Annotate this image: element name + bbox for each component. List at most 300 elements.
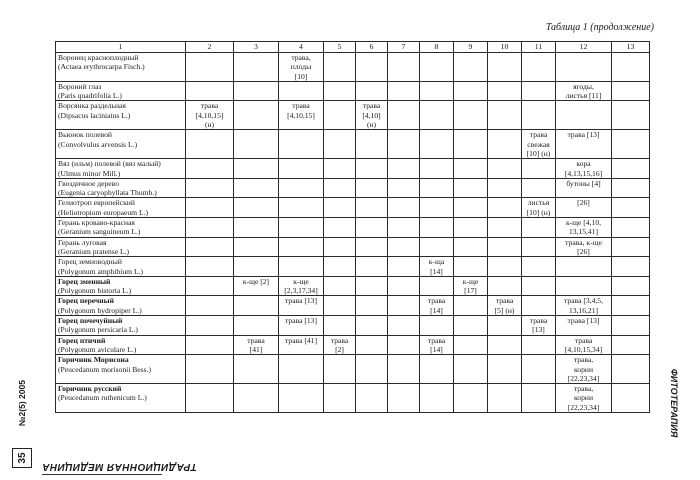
table-cell [522, 218, 556, 238]
cell-text: трава, к-ще [26] [565, 237, 602, 256]
table-row [56, 237, 650, 257]
table-cell [556, 130, 612, 159]
table-cell [356, 257, 388, 277]
table-cell [522, 130, 556, 159]
table-cell [454, 218, 488, 238]
table-cell [612, 335, 650, 355]
column-header: 5 [324, 42, 356, 53]
table-cell [388, 53, 420, 82]
table-cell [612, 296, 650, 316]
cell-text: трава [13] [567, 316, 600, 326]
table-cell [234, 101, 279, 130]
table-cell [234, 53, 279, 82]
cell-text: кора [4,13,15,16] [564, 159, 603, 178]
table-cell [454, 296, 488, 316]
table-cell [234, 178, 279, 198]
table-cell [556, 384, 612, 413]
table-cell [454, 178, 488, 198]
plant-name-latin: (Paris quadrifolia L.) [58, 91, 122, 101]
table-cell [488, 276, 522, 296]
table-cell [388, 355, 420, 384]
table-cell [324, 237, 356, 257]
table-cell [234, 296, 279, 316]
table-cell [612, 178, 650, 198]
plant-name-cell [56, 316, 186, 336]
plant-name-latin: (Polygonum hydropiper L.) [58, 305, 142, 315]
table-cell [279, 316, 324, 336]
table-cell [420, 355, 454, 384]
table-cell [420, 101, 454, 130]
table-cell [522, 316, 556, 336]
plant-name-latin: (Peucedanum morisonii Bess.) [58, 364, 152, 374]
table-cell [324, 159, 356, 179]
table-cell [186, 198, 234, 218]
table-cell [522, 335, 556, 355]
table-cell [234, 130, 279, 159]
table-cell [420, 335, 454, 355]
table-cell [356, 218, 388, 238]
cell-text: трава [13] [285, 296, 317, 306]
table-cell [388, 335, 420, 355]
table-cell [234, 316, 279, 336]
table-cell [454, 384, 488, 413]
plant-name-cell [56, 178, 186, 198]
cell-text: бутоны [4] [566, 178, 601, 188]
table-cell [612, 159, 650, 179]
table-cell [488, 296, 522, 316]
page-number: 35 [12, 448, 32, 468]
table-cell [388, 81, 420, 101]
journal-name: ТРАДИЦИОННАЯ МЕДИЦИНА [42, 461, 197, 472]
table-row [56, 178, 650, 198]
cell-text: трава [14] [427, 296, 446, 315]
table-cell [279, 101, 324, 130]
table-cell [454, 53, 488, 82]
table-cell [420, 384, 454, 413]
plant-name-latin: (Geranium pratense L.) [58, 246, 130, 256]
table-cell [612, 53, 650, 82]
table-cell [324, 130, 356, 159]
column-header: 10 [488, 42, 522, 53]
plant-name-latin: (Polygonum amphibium L.) [58, 266, 144, 276]
table-cell [522, 178, 556, 198]
table-cell [488, 178, 522, 198]
table-row [56, 257, 650, 277]
cell-text: к-ща [14] [428, 257, 445, 276]
table-cell [488, 53, 522, 82]
cell-text: трава свежая [10] (н) [526, 130, 551, 158]
table-cell [279, 178, 324, 198]
plant-name-cell [56, 384, 186, 413]
table-cell [388, 198, 420, 218]
cell-text: листья [10] (н) [526, 198, 551, 217]
table-cell [556, 178, 612, 198]
table-cell [454, 101, 488, 130]
table-cell [488, 218, 522, 238]
table-cell [420, 296, 454, 316]
cell-text: трава, корни [22,23,34] [567, 384, 600, 412]
table-cell [234, 159, 279, 179]
table-row [56, 384, 650, 413]
plant-name-cell [56, 355, 186, 384]
table-cell [612, 130, 650, 159]
table-cell [612, 355, 650, 384]
plant-name-cell [56, 159, 186, 179]
table-row [56, 296, 650, 316]
table-cell [556, 198, 612, 218]
section-name: ФИТОТЕРАПИЯ [669, 368, 679, 438]
table-cell [556, 276, 612, 296]
table-cell [556, 335, 612, 355]
plant-name-cell [56, 101, 186, 130]
table-cell [186, 81, 234, 101]
table-cell [488, 159, 522, 179]
table-cell [556, 316, 612, 336]
table-cell [356, 296, 388, 316]
plant-name-cell [56, 81, 186, 101]
table-cell [612, 218, 650, 238]
plant-name-russian: Воронец красноплодный [58, 53, 139, 62]
table-cell [522, 159, 556, 179]
plant-name-russian: Гвоздичное дерево [58, 178, 119, 188]
cell-text: трава, корни [22,23,34] [567, 355, 600, 383]
table-cell [279, 276, 324, 296]
table-cell [279, 218, 324, 238]
table-cell [522, 198, 556, 218]
table-cell [356, 101, 388, 130]
table-row [56, 101, 650, 130]
table-cell [420, 316, 454, 336]
plant-name-latin: (Ulmus minor Mill.) [58, 168, 121, 178]
table-cell [612, 81, 650, 101]
cell-text: трава [4,10] (н) [362, 101, 381, 130]
table-cell [186, 384, 234, 413]
table-cell [556, 81, 612, 101]
table-cell [356, 178, 388, 198]
table-cell [234, 355, 279, 384]
cell-text: ягоды, листья [11] [565, 81, 602, 101]
table-cell [420, 178, 454, 198]
table-cell [454, 198, 488, 218]
table-cell [488, 101, 522, 130]
table-cell [454, 159, 488, 179]
column-header: 8 [420, 42, 454, 53]
column-header: 9 [454, 42, 488, 53]
table-cell [356, 198, 388, 218]
table-cell [454, 130, 488, 159]
table-cell [388, 101, 420, 130]
table-cell [488, 237, 522, 257]
plant-name-latin: (Geranium sanguineum L.) [58, 227, 141, 237]
table-cell [324, 257, 356, 277]
table-cell [388, 276, 420, 296]
cell-text: трава [41] [285, 335, 317, 345]
table-cell [388, 159, 420, 179]
cell-text: к-ще [2,3,17,34] [284, 276, 318, 296]
plant-name-russian: Горец змеиный [58, 276, 111, 286]
plant-name-cell [56, 218, 186, 238]
cell-text: к-ще [4,10, 13,15,41] [565, 218, 602, 237]
cell-text: трава [4,10,15] (н) [195, 101, 224, 130]
column-header: 6 [356, 42, 388, 53]
cell-text: трава, плоды [10] [290, 53, 312, 81]
plant-name-cell [56, 276, 186, 296]
column-header: 4 [279, 42, 324, 53]
plant-name-russian: Горец почечуйный [58, 316, 123, 326]
table-row [56, 218, 650, 238]
cell-text: к-ще [2] [242, 276, 270, 286]
plant-name-russian: Вяз (ильм) полевой (вяз малый) [58, 159, 161, 169]
table-cell [279, 130, 324, 159]
table-cell [388, 296, 420, 316]
plant-name-latin: (Peucedanum ruthenicum L.) [58, 393, 147, 403]
table-row [56, 316, 650, 336]
table-cell [186, 101, 234, 130]
table-cell [454, 276, 488, 296]
table-cell [612, 198, 650, 218]
table-cell [356, 159, 388, 179]
table-cell [488, 335, 522, 355]
table-cell [186, 159, 234, 179]
table-cell [556, 257, 612, 277]
plant-name-cell [56, 335, 186, 355]
table-cell [234, 81, 279, 101]
table-cell [522, 81, 556, 101]
table-cell [612, 276, 650, 296]
table-row [56, 335, 650, 355]
table-cell [234, 198, 279, 218]
plant-name-russian: Вьюнок полевой [58, 130, 112, 140]
table-cell [556, 237, 612, 257]
column-header: 2 [186, 42, 234, 53]
cell-text: трава [4,10,15] [287, 101, 315, 120]
cell-text: трава [14] [427, 335, 446, 354]
table-cell [612, 257, 650, 277]
table-cell [279, 335, 324, 355]
table-cell [612, 316, 650, 336]
cell-text: трава [13] [567, 130, 600, 140]
table-cell [420, 237, 454, 257]
table-cell [388, 237, 420, 257]
table-cell [454, 81, 488, 101]
table-cell [356, 81, 388, 101]
table-cell [186, 355, 234, 384]
table-cell [522, 355, 556, 384]
column-header: 1 [56, 42, 186, 53]
table-cell [420, 276, 454, 296]
bottom-rule [42, 474, 162, 475]
table-cell [279, 237, 324, 257]
table-cell [186, 335, 234, 355]
table-cell [186, 296, 234, 316]
plant-name-cell [56, 237, 186, 257]
table-row [56, 276, 650, 296]
table-cell [612, 384, 650, 413]
plant-name-russian: Горичник Морисона [58, 355, 129, 365]
table-cell [388, 257, 420, 277]
table-cell [556, 53, 612, 82]
table-cell [324, 296, 356, 316]
table-cell [279, 384, 324, 413]
plant-name-russian: Герань луговая [58, 237, 107, 247]
table-cell [556, 218, 612, 238]
table-cell [556, 296, 612, 316]
table-cell [612, 101, 650, 130]
table-cell [556, 355, 612, 384]
table-cell [279, 159, 324, 179]
cell-text: трава [5] (н) [494, 296, 515, 315]
table-cell [612, 237, 650, 257]
table-cell [279, 198, 324, 218]
plant-name-latin: (Polygonum bistorta L.) [58, 286, 132, 296]
table-cell [279, 355, 324, 384]
cell-text: трава [13] [529, 316, 548, 335]
plant-name-latin: (Dipsacus laciniatus L.) [58, 110, 131, 120]
table-cell [356, 237, 388, 257]
table-cell [522, 237, 556, 257]
table-cell [522, 296, 556, 316]
table-cell [488, 384, 522, 413]
plant-name-russian: Горец перечный [58, 296, 114, 306]
table-cell [488, 130, 522, 159]
table-cell [420, 53, 454, 82]
table-row [56, 198, 650, 218]
table-cell [279, 53, 324, 82]
table-cell [234, 384, 279, 413]
table-cell [388, 178, 420, 198]
table-row [56, 355, 650, 384]
table-cell [356, 384, 388, 413]
table-cell [454, 257, 488, 277]
table-cell [420, 257, 454, 277]
column-header: 11 [522, 42, 556, 53]
table-cell [234, 218, 279, 238]
table-cell [324, 53, 356, 82]
table-cell [186, 257, 234, 277]
table-cell [186, 178, 234, 198]
table-cell [488, 355, 522, 384]
table-cell [454, 335, 488, 355]
table-cell [556, 101, 612, 130]
table-cell [420, 159, 454, 179]
table-cell [234, 335, 279, 355]
header-row [56, 42, 650, 53]
table-cell [279, 257, 324, 277]
plant-name-cell [56, 198, 186, 218]
table-cell [388, 316, 420, 336]
plant-name-russian: Горичник русский [58, 384, 122, 394]
cell-text: трава [41] [247, 335, 265, 354]
table-cell [234, 257, 279, 277]
table-cell [186, 130, 234, 159]
table-cell [454, 237, 488, 257]
table-cell [420, 218, 454, 238]
table-row [56, 130, 650, 159]
table-cell [388, 130, 420, 159]
table-cell [522, 257, 556, 277]
plant-name-russian: Вороний глаз [58, 81, 102, 91]
plant-name-russian: Гелиотроп европейский [58, 198, 135, 208]
table-cell [488, 198, 522, 218]
issue-label: №2(5) 2005 [17, 380, 27, 426]
cell-text: трава [4,10,15,34] [564, 335, 603, 354]
table-cell [488, 81, 522, 101]
table-cell [324, 384, 356, 413]
table-cell [388, 384, 420, 413]
table-cell [279, 296, 324, 316]
cell-text: [26] [577, 198, 590, 208]
table-cell [420, 198, 454, 218]
table-cell [522, 276, 556, 296]
table-row [56, 53, 650, 82]
table-cell [324, 198, 356, 218]
plant-name-latin: (Actaea erythrocarpa Fisch.) [58, 62, 145, 72]
table-cell [324, 355, 356, 384]
plant-name-russian: Герань кроваво-красная [58, 218, 135, 228]
table-row [56, 159, 650, 179]
plant-name-cell [56, 53, 186, 82]
table-cell [420, 130, 454, 159]
table-cell [454, 355, 488, 384]
table-cell [522, 53, 556, 82]
table-cell [324, 81, 356, 101]
plant-name-latin: (Polygonum persicaria L.) [58, 325, 138, 335]
table-cell [356, 130, 388, 159]
plant-name-russian: Ворсянка раздельная [58, 101, 126, 111]
table-cell [488, 316, 522, 336]
table-cell [356, 53, 388, 82]
column-header: 3 [234, 42, 279, 53]
table-cell [279, 81, 324, 101]
table-cell [186, 237, 234, 257]
column-header: 7 [388, 42, 420, 53]
table-cell [324, 316, 356, 336]
table-cell [186, 53, 234, 82]
table-cell [324, 276, 356, 296]
column-header: 12 [556, 42, 612, 53]
table-cell [388, 218, 420, 238]
cell-text: трава [13] [285, 316, 317, 326]
cell-text: к-ще [17] [462, 276, 479, 296]
table-cell [522, 101, 556, 130]
plant-name-cell [56, 257, 186, 277]
table-cell [324, 218, 356, 238]
plant-name-russian: Горец земноводный [58, 257, 122, 267]
plant-name-latin: (Heliotropium europaeum L.) [58, 207, 149, 217]
table-cell [454, 316, 488, 336]
table-cell [356, 355, 388, 384]
table-cell [234, 237, 279, 257]
plant-name-cell [56, 130, 186, 159]
table-row [56, 81, 650, 101]
table-cell [356, 335, 388, 355]
table-cell [356, 316, 388, 336]
table-cell [488, 257, 522, 277]
plant-name-latin: (Eugenia caryophyllata Thumb.) [58, 188, 157, 198]
cell-text: трава [2] [330, 335, 349, 354]
table-cell [324, 178, 356, 198]
table-cell [356, 276, 388, 296]
table-cell [324, 101, 356, 130]
plant-name-latin: (Convolvulus arvensis L.) [58, 139, 138, 149]
column-header: 13 [612, 42, 650, 53]
table-cell [420, 81, 454, 101]
table-cell [324, 335, 356, 355]
table-cell [186, 316, 234, 336]
table-cell [522, 384, 556, 413]
table-cell [234, 276, 279, 296]
plant-name-latin: (Polygonum aviculare L.) [58, 344, 137, 354]
